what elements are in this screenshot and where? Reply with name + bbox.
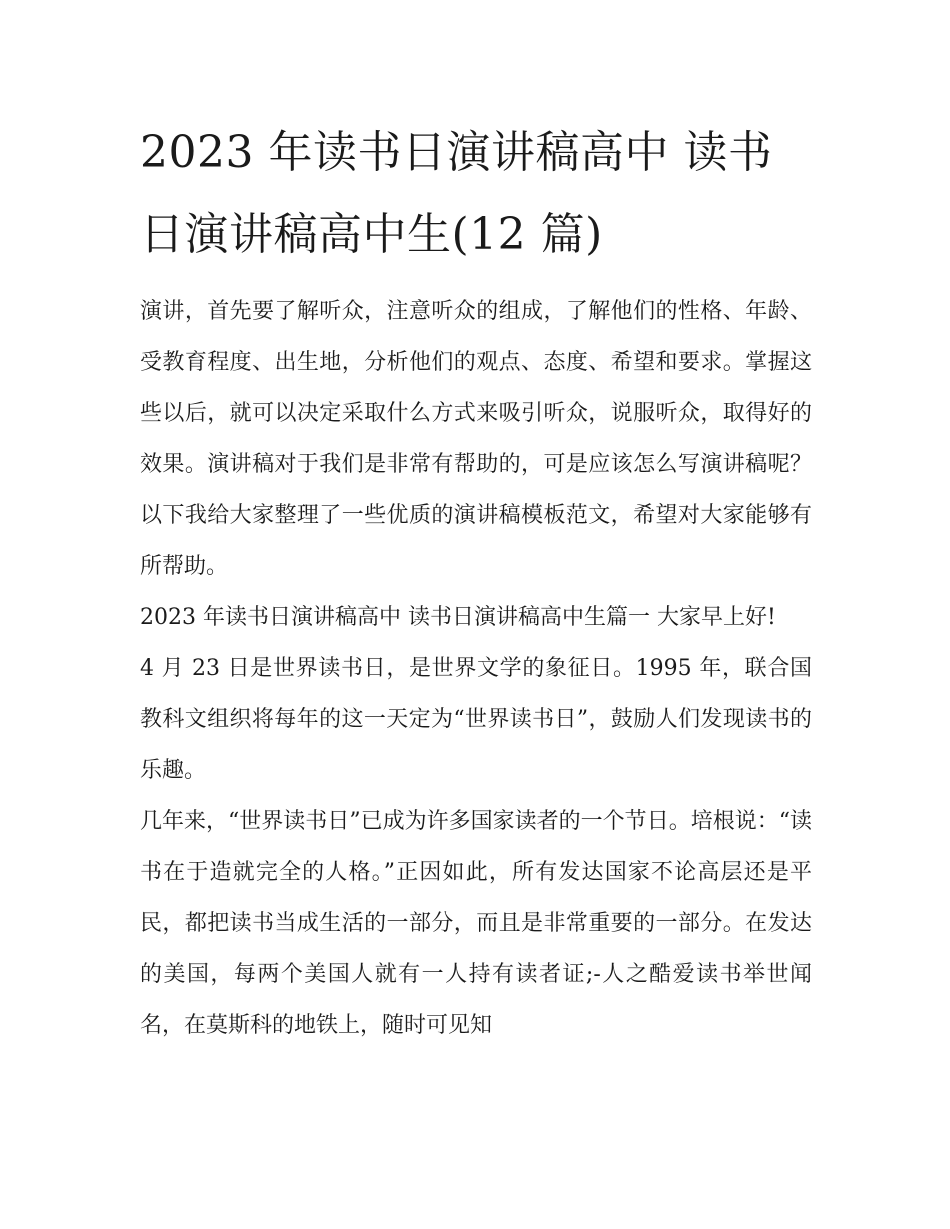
world-book-day-paragraph: 4 月 23 日是世界读书日，是世界文学的象征日。1995 年，联合国教科文组织将每年的这一天定为“世界读书日”，鼓励人们发现读书的乐趣。 [140,656,812,783]
intro-paragraph: 演讲，首先要了解听众，注意听众的组成，了解他们的性格、年龄、受教育程度、出生地，分析他们的观点、态度、希望和要求。掌握这些以后，就可以决定采取什么方式来吸引听众，说服听众，取得好的效果。演讲稿对于我们是非常有帮助的，可是应该怎么写演讲稿呢？以下我给大家整理了一些优质的演讲稿模板范文，希望对大家能够有所帮助。 [140,299,812,579]
document-title: 2023 年读书日演讲稿高中 读书日演讲稿高中生(12 篇) [140,127,773,260]
reading-nations-paragraph: 几年来，“世界读书日”已成为许多国家读者的一个节日。培根说：“读书在于造就完全的人格。”正因如此，所有发达国家不论高层还是平民，都把读书当成生活的一部分，而且是非常重要的一部分。在发达的美国，每两个美国人就有一人持有读者证;-人之酷爱读书举世闻名，在莫斯科的地铁上，随时可见知 [140,809,812,1038]
section-heading-paragraph: 2023 年读书日演讲稿高中 读书日演讲稿高中生篇一 大家早上好! [140,605,776,630]
document-page [140,112,812,1051]
